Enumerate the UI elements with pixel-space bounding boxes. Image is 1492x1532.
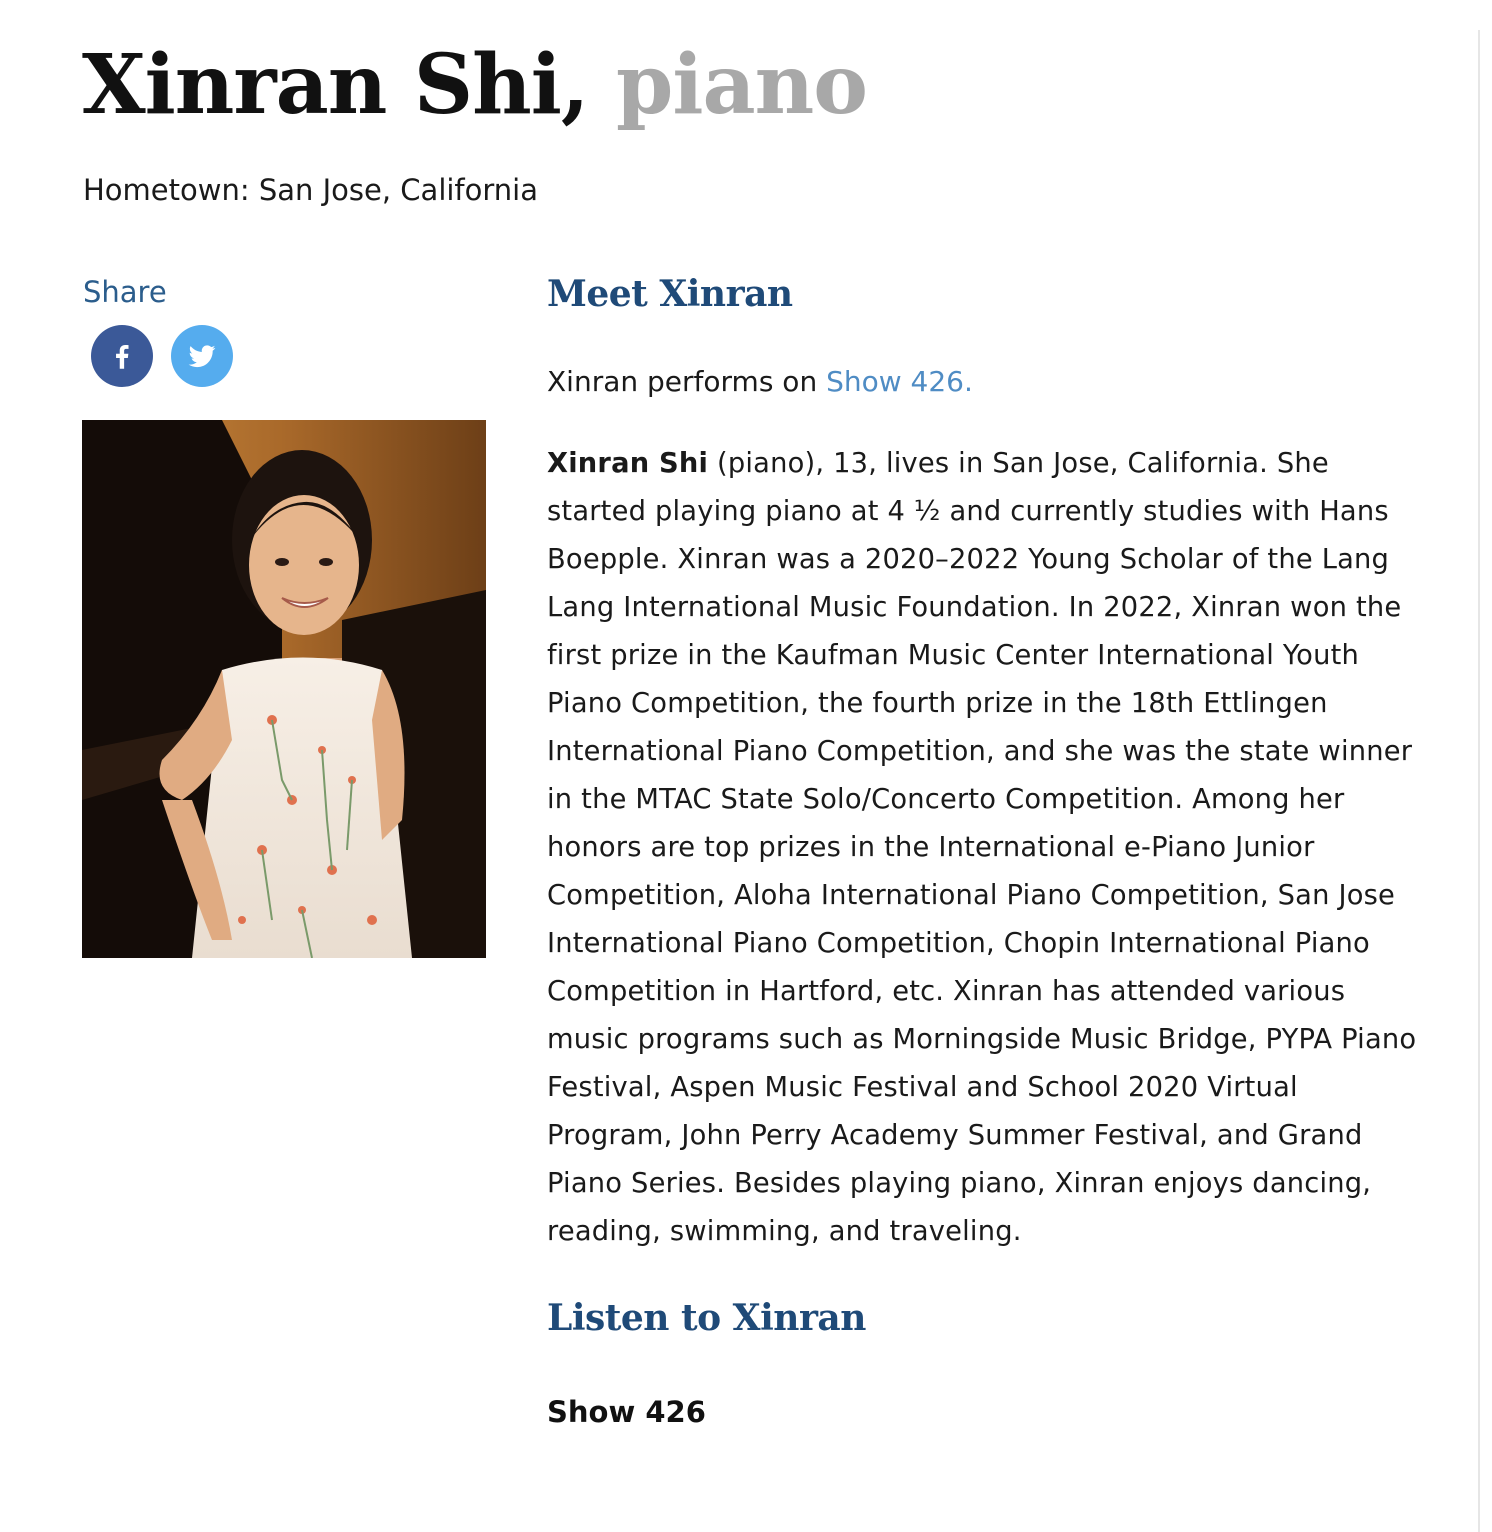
show-heading: Show 426 [547,1395,706,1429]
performer-photo-illustration [82,420,486,958]
facebook-icon [105,339,139,373]
meet-heading: Meet Xinran [547,273,793,315]
twitter-share-button[interactable] [171,325,233,387]
main-content [547,268,1427,1432]
bio-name: Xinran Shi [547,448,709,479]
performer-name: Xinran Shi, [82,37,589,133]
listen-heading: Listen to Xinran [547,1297,866,1339]
share-label: Share [83,275,167,309]
performer-photo [82,420,486,958]
bio-paragraph [547,440,1427,1256]
facebook-share-button[interactable] [91,325,153,387]
twitter-icon [186,340,218,372]
hometown: Hometown: San Jose, California [83,173,539,207]
performs-prefix: Xinran performs on [547,365,827,398]
performer-instrument: piano [616,37,867,133]
page-title [82,30,867,140]
bio-text: (piano), 13, lives in San Jose, California. She started playing piano at 4 ½ and currently studies with Hans Boepple. Xinran was a 2020–2022 Young Scholar of the Lang Lang International Music Foundation. In 2022, Xinran won the first prize in the Kaufman Music Center International Youth Piano Competition, the fourth prize in the 18th Ettlingen International Piano Competition, and she was the state winner in the MTAC State Solo/Concerto Competition. Among her honors are top prizes in the International e-Piano Junior Competition, Aloha International Piano Competition, San Jose International Piano Competition, Chopin International Piano Competition in Hartford, etc. Xinran has attended various music programs such as Morningside Music Bridge, PYPA Piano Festival, Aspen Music Festival and School 2020 Virtual Program, John Perry Academy Summer Festival, and Grand Piano Series. Besides playing piano, Xinran enjoys dancing, reading, swimming, and traveling. [547,448,1417,1247]
show-link[interactable]: Show 426. [826,365,973,398]
page-edge-divider [1478,30,1480,1532]
performs-line [547,360,1427,404]
